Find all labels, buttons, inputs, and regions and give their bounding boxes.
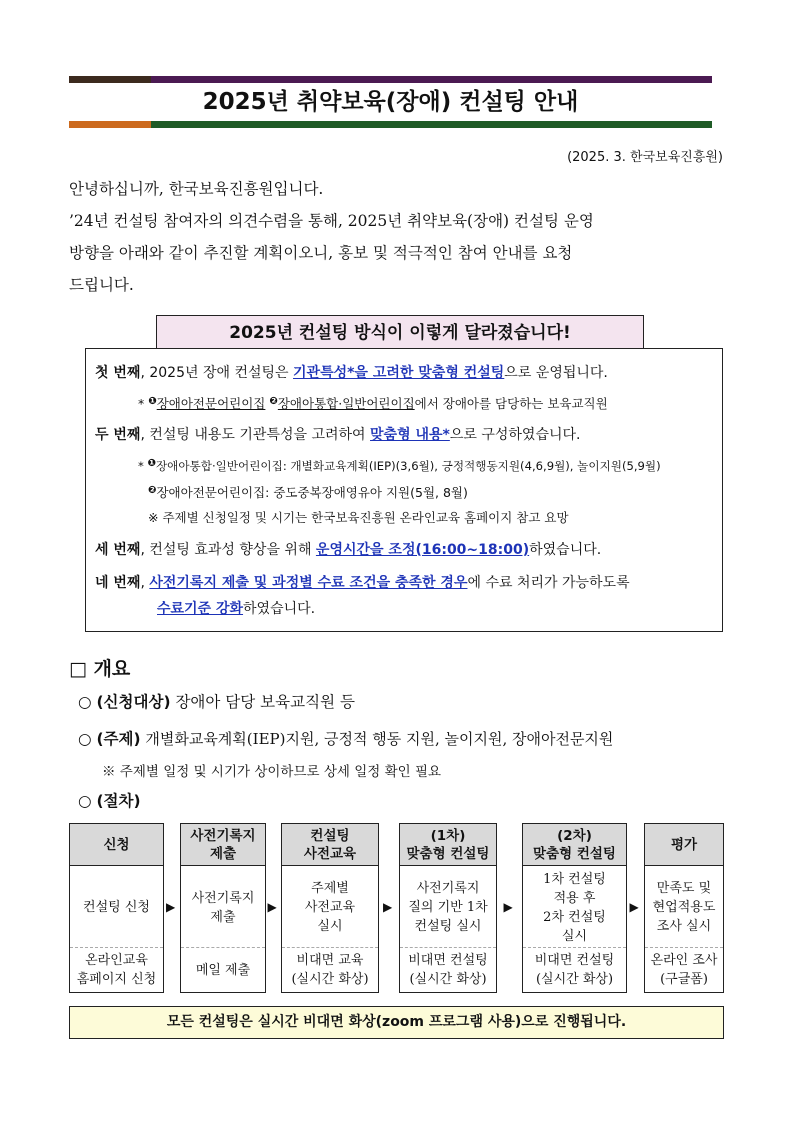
change-highlight: 사전기록지 제출 및 과정별 수료 조건을 충족한 경우 — [149, 575, 468, 591]
note-text: 장애아통합·일반어린이집: 개별화교육계획(IEP)(3,6월), 긍정적행동지원(4,6,9월), 놀이지원(5,9월) — [155, 459, 661, 473]
process-step-detail: 사전기록지 질의 기반 1차 컨설팅 실시 — [408, 881, 488, 934]
change-highlight: 운영시간을 조정(16:00~18:00) — [315, 542, 530, 558]
change-text: , — [140, 575, 150, 591]
note-text: 장애아전문어린이집 — [156, 396, 266, 411]
arrow-right-icon: ▶ — [383, 900, 393, 914]
change-text: , 컨설팅 내용도 기관특성을 고려하여 — [140, 427, 371, 443]
item-label: (주제) — [96, 730, 141, 748]
process-step-detail: 만족도 및 현업적용도 조사 실시 — [652, 881, 716, 934]
issue-date: (2025. 3. 한국보육진흥원) — [567, 150, 723, 165]
change-text: 하였습니다. — [243, 601, 316, 617]
circle-bullet-icon: ○ — [78, 730, 92, 748]
process-step-body — [644, 866, 724, 993]
change-text: 으로 구성하였습니다. — [449, 427, 581, 443]
note-star: * — [138, 396, 145, 411]
process-step-detail: 사전기록지 제출 — [191, 890, 255, 925]
number-2-icon: ❷ — [269, 396, 278, 407]
arrow-right-icon: ▶ — [629, 900, 639, 914]
change-first-note — [138, 392, 608, 414]
process-step-method: 온라인 조사 (구글폼) — [645, 947, 723, 992]
process-step-method: 비대면 컨설팅 (실시간 화상) — [400, 947, 496, 992]
change-second-reference: ※ 주제별 신청일정 및 시기는 한국보육진흥원 온라인교육 홈페이지 참고 요망 — [148, 510, 569, 525]
number-1-icon: ❶ — [147, 458, 156, 469]
change-label: 첫 번째 — [95, 365, 141, 381]
change-label: 두 번째 — [95, 427, 141, 443]
process-step-head: 사전기록지 제출 — [180, 823, 266, 866]
process-step-head: 컨설팅 사전교육 — [281, 823, 379, 866]
note-text: 장애아통합·일반어린이집 — [277, 396, 415, 411]
circle-bullet-icon: ○ — [78, 792, 92, 810]
arrow-right-icon: ▶ — [503, 900, 513, 914]
note-text: 에서 장애아를 담당하는 보육교직원 — [414, 396, 608, 411]
item-text: 장애아 담당 보육교직원 등 — [170, 693, 355, 711]
change-second-note — [148, 481, 468, 503]
section-heading: □ 개요 — [69, 658, 131, 680]
item-label: (신청대상) — [96, 693, 171, 711]
change-second-note — [138, 454, 661, 476]
note-star: * — [138, 459, 144, 473]
change-text: , 2025년 장애 컨설팅은 — [140, 365, 294, 381]
process-step-body — [69, 866, 164, 993]
change-text: 에 수료 처리가 가능하도록 — [467, 575, 630, 591]
process-step-head: (2차) 맞춤형 컨설팅 — [522, 823, 627, 866]
circle-bullet-icon: ○ — [78, 693, 92, 711]
change-label: 세 번째 — [95, 542, 141, 558]
change-text: 으로 운영됩니다. — [504, 365, 608, 381]
overview-process — [78, 789, 141, 811]
item-label: (절차) — [96, 792, 141, 810]
intro-line: 방향을 아래와 같이 추진할 계획이오니, 홍보 및 적극적인 참여 안내를 요청 — [69, 244, 573, 262]
change-fourth — [95, 573, 630, 593]
arrow-right-icon: ▶ — [166, 900, 176, 914]
number-2-icon: ❷ — [148, 485, 157, 496]
process-step-body — [522, 866, 627, 993]
change-highlight: 맞춤형 내용* — [370, 427, 450, 443]
process-step-head: (1차) 맞춤형 컨설팅 — [399, 823, 497, 866]
title-top-rule — [69, 76, 712, 83]
change-second — [95, 425, 580, 445]
note-text: 장애아전문어린이집: 중도중복장애영유아 지원(5월, 8월) — [156, 485, 468, 500]
process-step-method: 온라인교육 홈페이지 신청 — [70, 947, 163, 992]
intro-greeting: 안녕하십니까, 한국보육진흥원입니다. — [69, 180, 324, 198]
page-title: 2025년 취약보육(장애) 컨설팅 안내 — [202, 89, 579, 115]
process-step-body — [281, 866, 379, 993]
changes-box — [85, 348, 723, 632]
number-1-icon: ❶ — [148, 396, 157, 407]
change-text: 하였습니다. — [529, 542, 602, 558]
arrow-right-icon: ▶ — [267, 900, 277, 914]
change-first — [95, 363, 608, 383]
title-bottom-rule — [69, 121, 712, 128]
footer-notice: 모든 컨설팅은 실시간 비대면 화상(zoom 프로그램 사용)으로 진행됩니다. — [69, 1006, 724, 1039]
overview-topic-note: ※ 주제별 일정 및 시기가 상이하므로 상세 일정 확인 필요 — [102, 764, 442, 780]
process-step-head: 신청 — [69, 823, 164, 866]
process-step-body — [180, 866, 266, 993]
intro-line: 드립니다. — [69, 276, 134, 294]
process-step-method: 비대면 컨설팅 (실시간 화상) — [523, 947, 626, 992]
change-highlight: 수료기준 강화 — [157, 601, 244, 617]
overview-topic — [78, 727, 613, 749]
process-step-body — [399, 866, 497, 993]
change-highlight: 기관특성*을 고려한 맞춤형 컨설팅 — [293, 365, 505, 381]
process-step-detail: 주제별 사전교육 실시 — [304, 881, 356, 934]
process-step-head: 평가 — [644, 823, 724, 866]
process-step-detail: 컨설팅 신청 — [83, 900, 150, 915]
change-fourth-cont — [157, 599, 315, 619]
change-label: 네 번째 — [95, 575, 141, 591]
process-step-method: 비대면 교육 (실시간 화상) — [282, 947, 378, 992]
change-text: , 컨설팅 효과성 향상을 위해 — [140, 542, 316, 558]
overview-target — [78, 690, 355, 712]
item-text: 개별화교육계획(IEP)지원, 긍정적 행동 지원, 놀이지원, 장애아전문지원 — [140, 730, 614, 748]
process-step-method: 메일 제출 — [181, 947, 265, 992]
change-third — [95, 540, 601, 560]
intro-line: ’24년 컨설팅 참여자의 의견수렴을 통해, 2025년 취약보육(장애) 컨설팅 운영 — [69, 212, 594, 230]
changes-banner: 2025년 컨설팅 방식이 이렇게 달라졌습니다! — [156, 315, 644, 349]
process-step-detail: 1차 컨설팅 적용 후 2차 컨설팅 실시 — [543, 871, 606, 944]
